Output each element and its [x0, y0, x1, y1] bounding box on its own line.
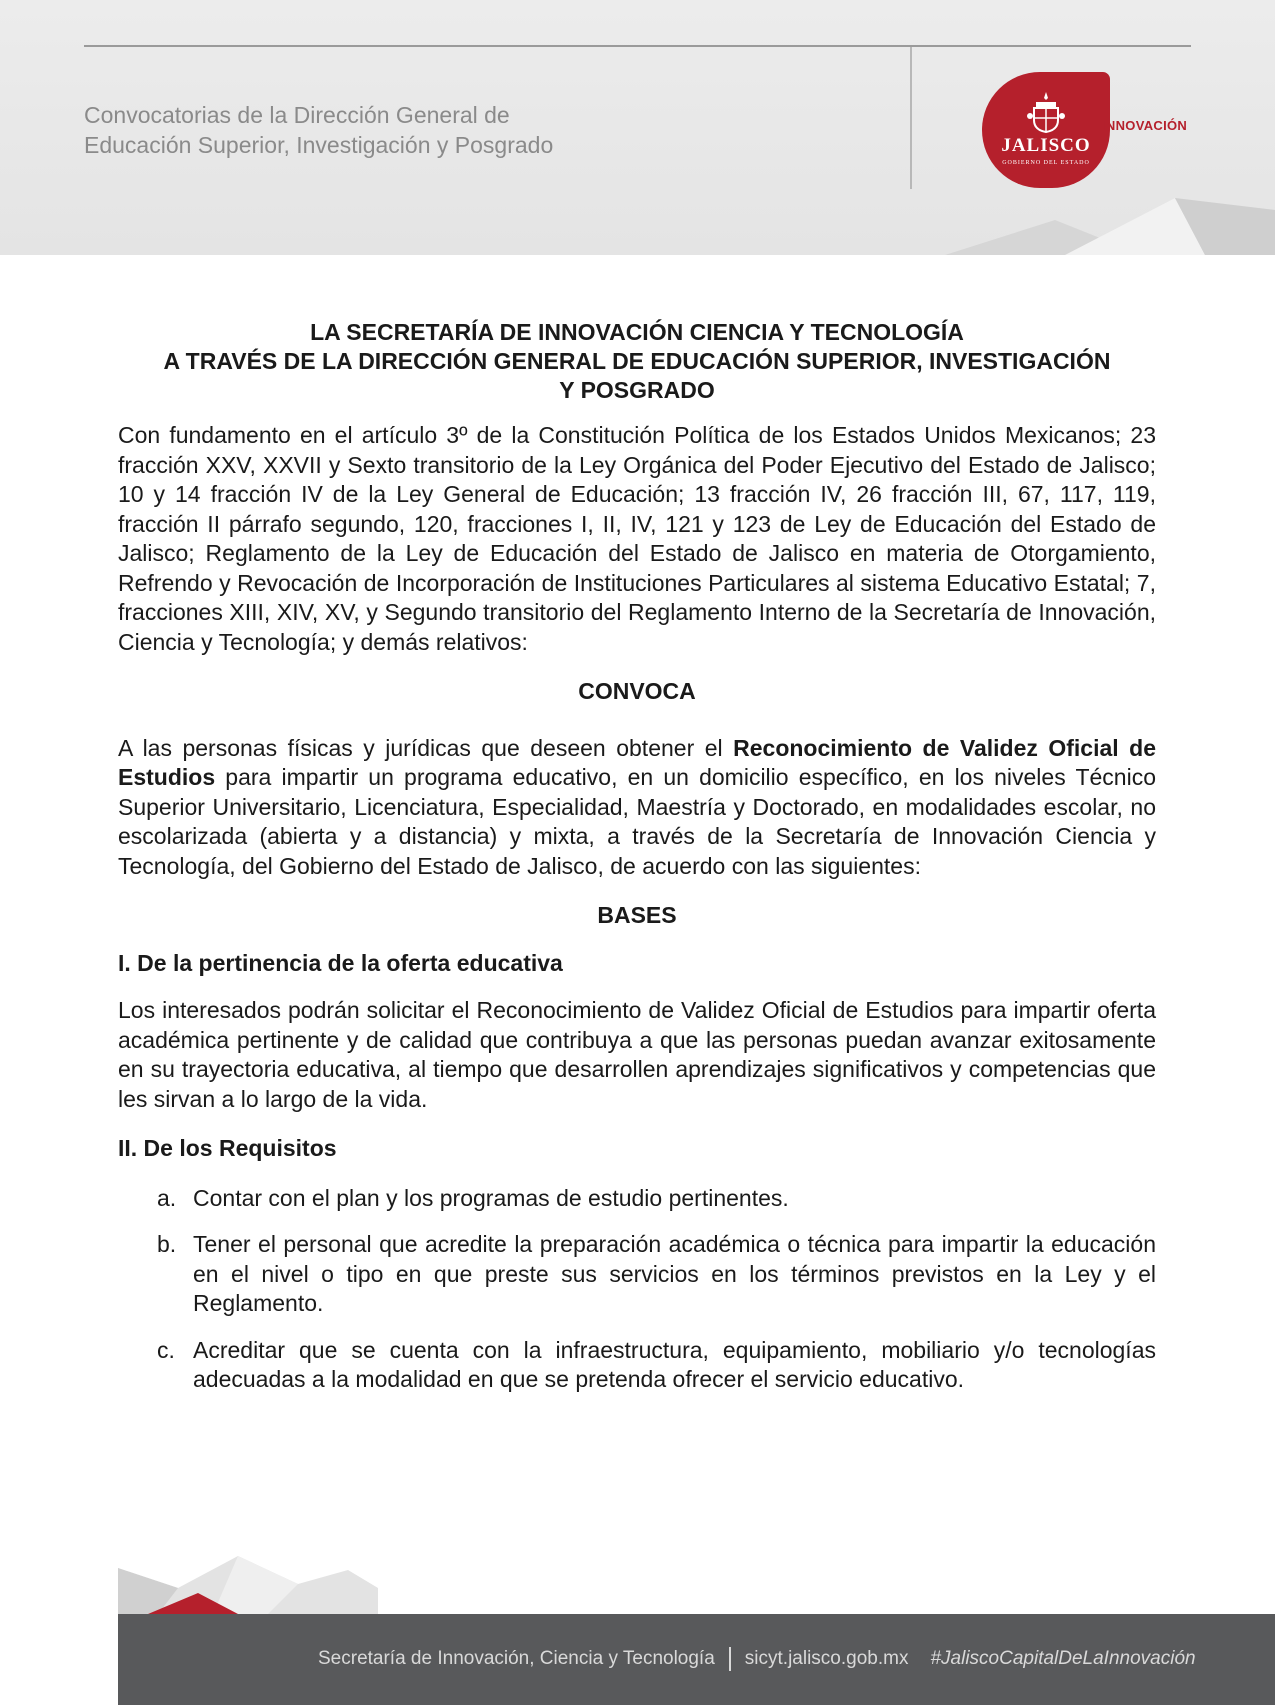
logo-word: JALISCO [1001, 135, 1091, 156]
rvoe-bold-term: Reconocimiento de Validez Oficial de Estudios [118, 734, 1156, 790]
document-body [118, 318, 1156, 1412]
list-item-text: Contar con el plan y los programas de estudio pertinentes. [193, 1184, 789, 1211]
title-line-3: Y POSGRADO [559, 377, 715, 403]
footer-text [318, 1647, 1196, 1671]
header-divider [910, 47, 912, 189]
header-top-rule [84, 45, 1191, 47]
page-header [0, 0, 1275, 255]
section-1-heading: I. De la pertinencia de la oferta educativa [118, 949, 563, 976]
footer-mountain-graphic [118, 1548, 378, 1614]
jalisco-logo [982, 72, 1110, 188]
list-item-letter: a. [157, 1184, 177, 1211]
logo-subtitle: GOBIERNO DEL ESTADO [1002, 160, 1090, 166]
convoca-paragraph [118, 734, 1156, 882]
bases-heading: BASES [597, 902, 677, 928]
footer-bar [118, 1614, 1275, 1705]
list-item-text: Acreditar que se cuenta con la infraestructura, equipamiento, mobiliario y/o tecnologías adecuadas a la modalidad en que se pretenda ofrecer el servicio educativo. [193, 1336, 1156, 1392]
header-mountain-graphic [945, 180, 1275, 255]
series-title-line-1: Convocatorias de la Dirección General de [84, 102, 510, 128]
convoca-heading: CONVOCA [578, 678, 696, 704]
list-item-text: Tener el personal que acredite la preparación académica o técnica para impartir la educación en el nivel o tipo en que preste sus servicios en los términos previstos en la Ley y el Reglamento. [193, 1231, 1156, 1316]
list-item [118, 1336, 1156, 1395]
legal-basis-paragraph: Con fundamento en el artículo 3º de la Constitución Política de los Estados Unidos Mexicanos; 23 fracción XXV, XXVII y Sexto transitorio de la Ley Orgánica del Poder Ejecutivo del Estado de Jalisco; 10 y 14 fracción IV de la Ley General de Educación; 13 fracción IV, 26 fracción III, 67, 117, 119, fracción II párrafo segundo, 120, fracciones I, II, IV, 121 y 123 de Ley de Educación del Estado de Jalisco; Reglamento de la Ley de Educación del Estado de Jalisco en materia de Otorgamiento, Refrendo y Revocación de Incorporación de Instituciones Particulares al sistema Educativo Estatal; 7, fracciones XIII, XIV, XV, y Segundo transitorio del Reglamento Interno de la Secretaría de Innovación, Ciencia y Tecnología; y demás relativos: [118, 422, 1156, 655]
document-title [118, 318, 1156, 405]
series-title-line-2: Educación Superior, Investigación y Posgrado [84, 132, 554, 158]
list-item [118, 1230, 1156, 1319]
footer-secretariat: Secretaría de Innovación, Ciencia y Tecnología [318, 1648, 715, 1670]
series-title [84, 100, 804, 160]
convoca-rest: para impartir un programa educativo, en un domicilio específico, en los niveles Técnico Superior Universitario, Licenciatura, Especialidad, Maestría y Doctorado, en modalidades escolar, no escolarizada (abierta y a distancia) y mixta, a través de la Secretaría de Innovación Ciencia y Tecnología, del Gobierno del Estado de Jalisco, de acuerdo con las siguientes: [118, 764, 1156, 879]
innovation-label: INNOVACIÓN [1102, 118, 1188, 133]
section-2-heading: II. De los Requisitos [118, 1135, 337, 1161]
section-1-paragraph: Los interesados podrán solicitar el Reconocimiento de Validez Oficial de Estudios para impartir oferta académica pertinente y de calidad que contribuya a que las personas puedan avanzar exitosamente en su trayectoria educativa, al tiempo que desarrollen aprendizajes significativos y competencias que les sirvan a lo largo de la vida. [118, 997, 1156, 1112]
coat-of-arms-icon [1026, 90, 1066, 134]
list-item-letter: b. [157, 1231, 177, 1257]
title-line-2: A TRAVÉS DE LA DIRECCIÓN GENERAL DE EDUCACIÓN SUPERIOR, INVESTIGACIÓN [163, 348, 1111, 374]
list-item [118, 1184, 1156, 1214]
title-line-1: LA SECRETARÍA DE INNOVACIÓN CIENCIA Y TECNOLOGÍA [310, 319, 964, 345]
footer-website-link[interactable]: sicyt.jalisco.gob.mx [744, 1648, 909, 1670]
footer-hashtag: #JaliscoCapitalDeLaInnovación [930, 1648, 1196, 1670]
footer-separator [729, 1647, 731, 1671]
convoca-intro: A las personas físicas y jurídicas que deseen obtener el [118, 734, 734, 761]
requirements-list [118, 1184, 1156, 1395]
list-item-letter: c. [157, 1336, 175, 1363]
